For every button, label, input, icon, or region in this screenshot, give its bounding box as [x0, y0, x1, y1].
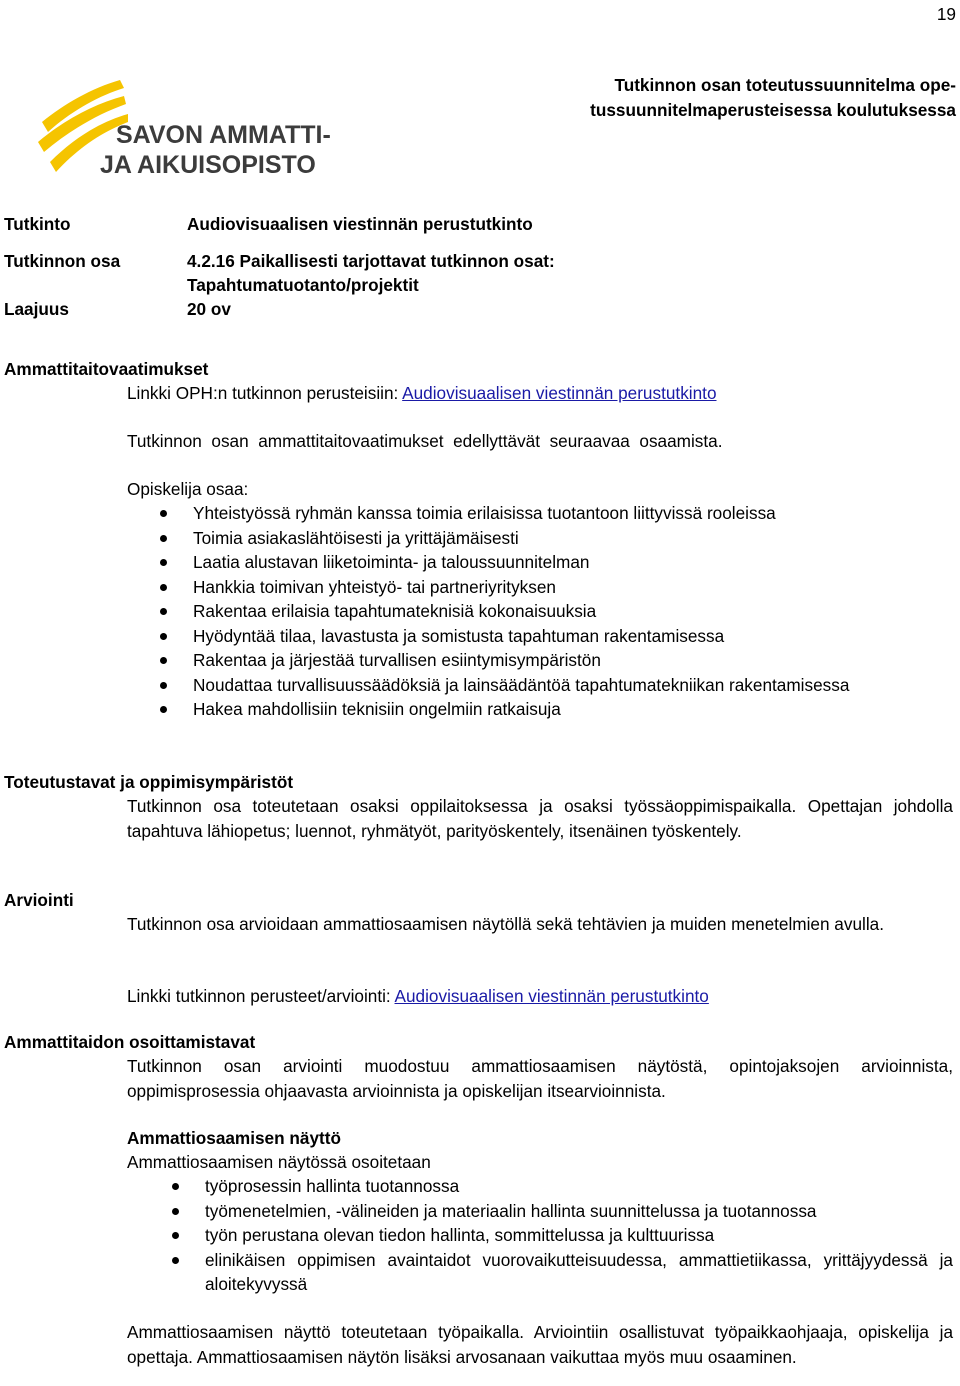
- list-item: Rakentaa erilaisia tapahtumateknisiä kokonaisuuksia: [127, 599, 953, 624]
- list-item: Yhteistyössä ryhmän kanssa toimia erilaisissa tuotantoon liittyvissä rooleissa: [127, 501, 953, 526]
- tutkinto-value: Audiovisuaalisen viestinnän perustutkinto: [187, 214, 533, 234]
- list-item: Noudattaa turvallisuussäädöksiä ja lainsäädäntöä tapahtumatekniikan rakentamisessa: [127, 673, 953, 698]
- arviointi-text: Tutkinnon osa arvioidaan ammattiosaamisen näytöllä sekä tehtävien ja muiden menetelmien avulla.: [127, 914, 884, 934]
- list-item: Hyödyntää tilaa, lavastusta ja somistusta tapahtuman rakentamisessa: [127, 624, 953, 649]
- tutkinnon-osa-value-line1: 4.2.16 Paikallisesti tarjottavat tutkinnon osat:: [187, 251, 555, 271]
- list-item: työprosessin hallinta tuotannossa: [127, 1174, 953, 1199]
- naytto-list: [127, 1174, 953, 1297]
- list-item: Hankkia toimivan yhteistyö- tai partneriyrityksen: [127, 575, 953, 600]
- logo-text-line2: JA AIKUISOPISTO: [100, 151, 316, 179]
- arviointi-heading: Arviointi: [4, 890, 74, 910]
- document-title-line2: tussuunnitelmaperusteisessa koulutuksessa: [590, 99, 956, 120]
- toteutustavat-heading: Toteutustavat ja oppimisympäristöt: [4, 772, 294, 792]
- oph-link-line: [127, 381, 717, 406]
- toteutustavat-text: Tutkinnon osa toteutetaan osaksi oppilaitoksessa ja osaksi työssäoppimispaikalla. Opettajan johdolla tapahtuva lähiopetus; luennot, ryhmätyöt, parityöskentely, itsenäinen työskentely.: [127, 796, 953, 841]
- document-title: [590, 73, 956, 122]
- oph-link-prefix: Linkki OPH:n tutkinnon perusteisiin:: [127, 383, 403, 403]
- list-item: Rakentaa ja järjestää turvallisen esiintymisympäristön: [127, 648, 953, 673]
- list-item: Laatia alustavan liiketoiminta- ja taloussuunnitelman: [127, 550, 953, 575]
- oph-link[interactable]: Audiovisuaalisen viestinnän perustutkinto: [402, 383, 717, 403]
- requirements-intro: Tutkinnon osan ammattitaitovaatimukset edellyttävät seuraavaa osaamista.: [127, 431, 723, 451]
- arviointi-link-prefix: Linkki tutkinnon perusteet/arviointi:: [127, 986, 395, 1006]
- naytto-closing: Ammattiosaamisen näyttö toteutetaan työpaikalla. Arviointiin osallistuvat työpaikkaohjaaja, opiskelija ja opettaja. Ammattiosaamisen näytön lisäksi arvosanaan vaikuttaa myös muu osaaminen.: [127, 1322, 953, 1367]
- tutkinto-label: Tutkinto: [4, 214, 71, 234]
- laajuus-label: Laajuus: [4, 299, 69, 319]
- logo-text-line1: SAVON AMMATTI-: [116, 121, 331, 149]
- osoittamistavat-heading: Ammattitaidon osoittamistavat: [4, 1032, 256, 1052]
- list-item: Toimia asiakaslähtöisesti ja yrittäjämäisesti: [127, 526, 953, 551]
- list-item: työmenetelmien, -välineiden ja materiaalin hallinta suunnittelussa ja tuotannossa: [127, 1199, 953, 1224]
- naytto-intro: Ammattiosaamisen näytössä osoitetaan: [127, 1152, 431, 1172]
- list-item: elinikäisen oppimisen avaintaidot vuorovaikutteisuudessa, ammattietiikassa, yrittäjyydessä ja aloitekyvyssä: [127, 1248, 953, 1297]
- requirements-list-intro: Opiskelija osaa:: [127, 479, 249, 499]
- arviointi-link[interactable]: Audiovisuaalisen viestinnän perustutkinto: [394, 986, 709, 1006]
- list-item: Hakea mahdollisiin teknisiin ongelmiin ratkaisuja: [127, 697, 953, 722]
- tutkinnon-osa-value-line2: Tapahtumatuotanto/projektit: [187, 275, 419, 295]
- arviointi-link-line: [127, 984, 709, 1009]
- requirements-list: [127, 501, 953, 722]
- ammattitaitovaatimukset-heading: Ammattitaitovaatimukset: [4, 359, 209, 379]
- document-title-line1: Tutkinnon osan toteutussuunnitelma ope-: [614, 75, 956, 95]
- list-item: työn perustana olevan tiedon hallinta, sommittelussa ja kulttuurissa: [127, 1223, 953, 1248]
- osoittamistavat-text: Tutkinnon osan arviointi muodostuu ammattiosaamisen näytöstä, opintojaksojen arvioinnista, oppimisprosessia ohjaavasta arvioinnista ja opiskelijan itsearvioinnista.: [127, 1056, 953, 1101]
- page-number: 19: [936, 4, 956, 24]
- tutkinnon-osa-label: Tutkinnon osa: [4, 251, 121, 271]
- naytto-heading: Ammattiosaamisen näyttö: [127, 1128, 341, 1148]
- laajuus-value: 20 ov: [187, 299, 231, 319]
- logo: [36, 78, 376, 182]
